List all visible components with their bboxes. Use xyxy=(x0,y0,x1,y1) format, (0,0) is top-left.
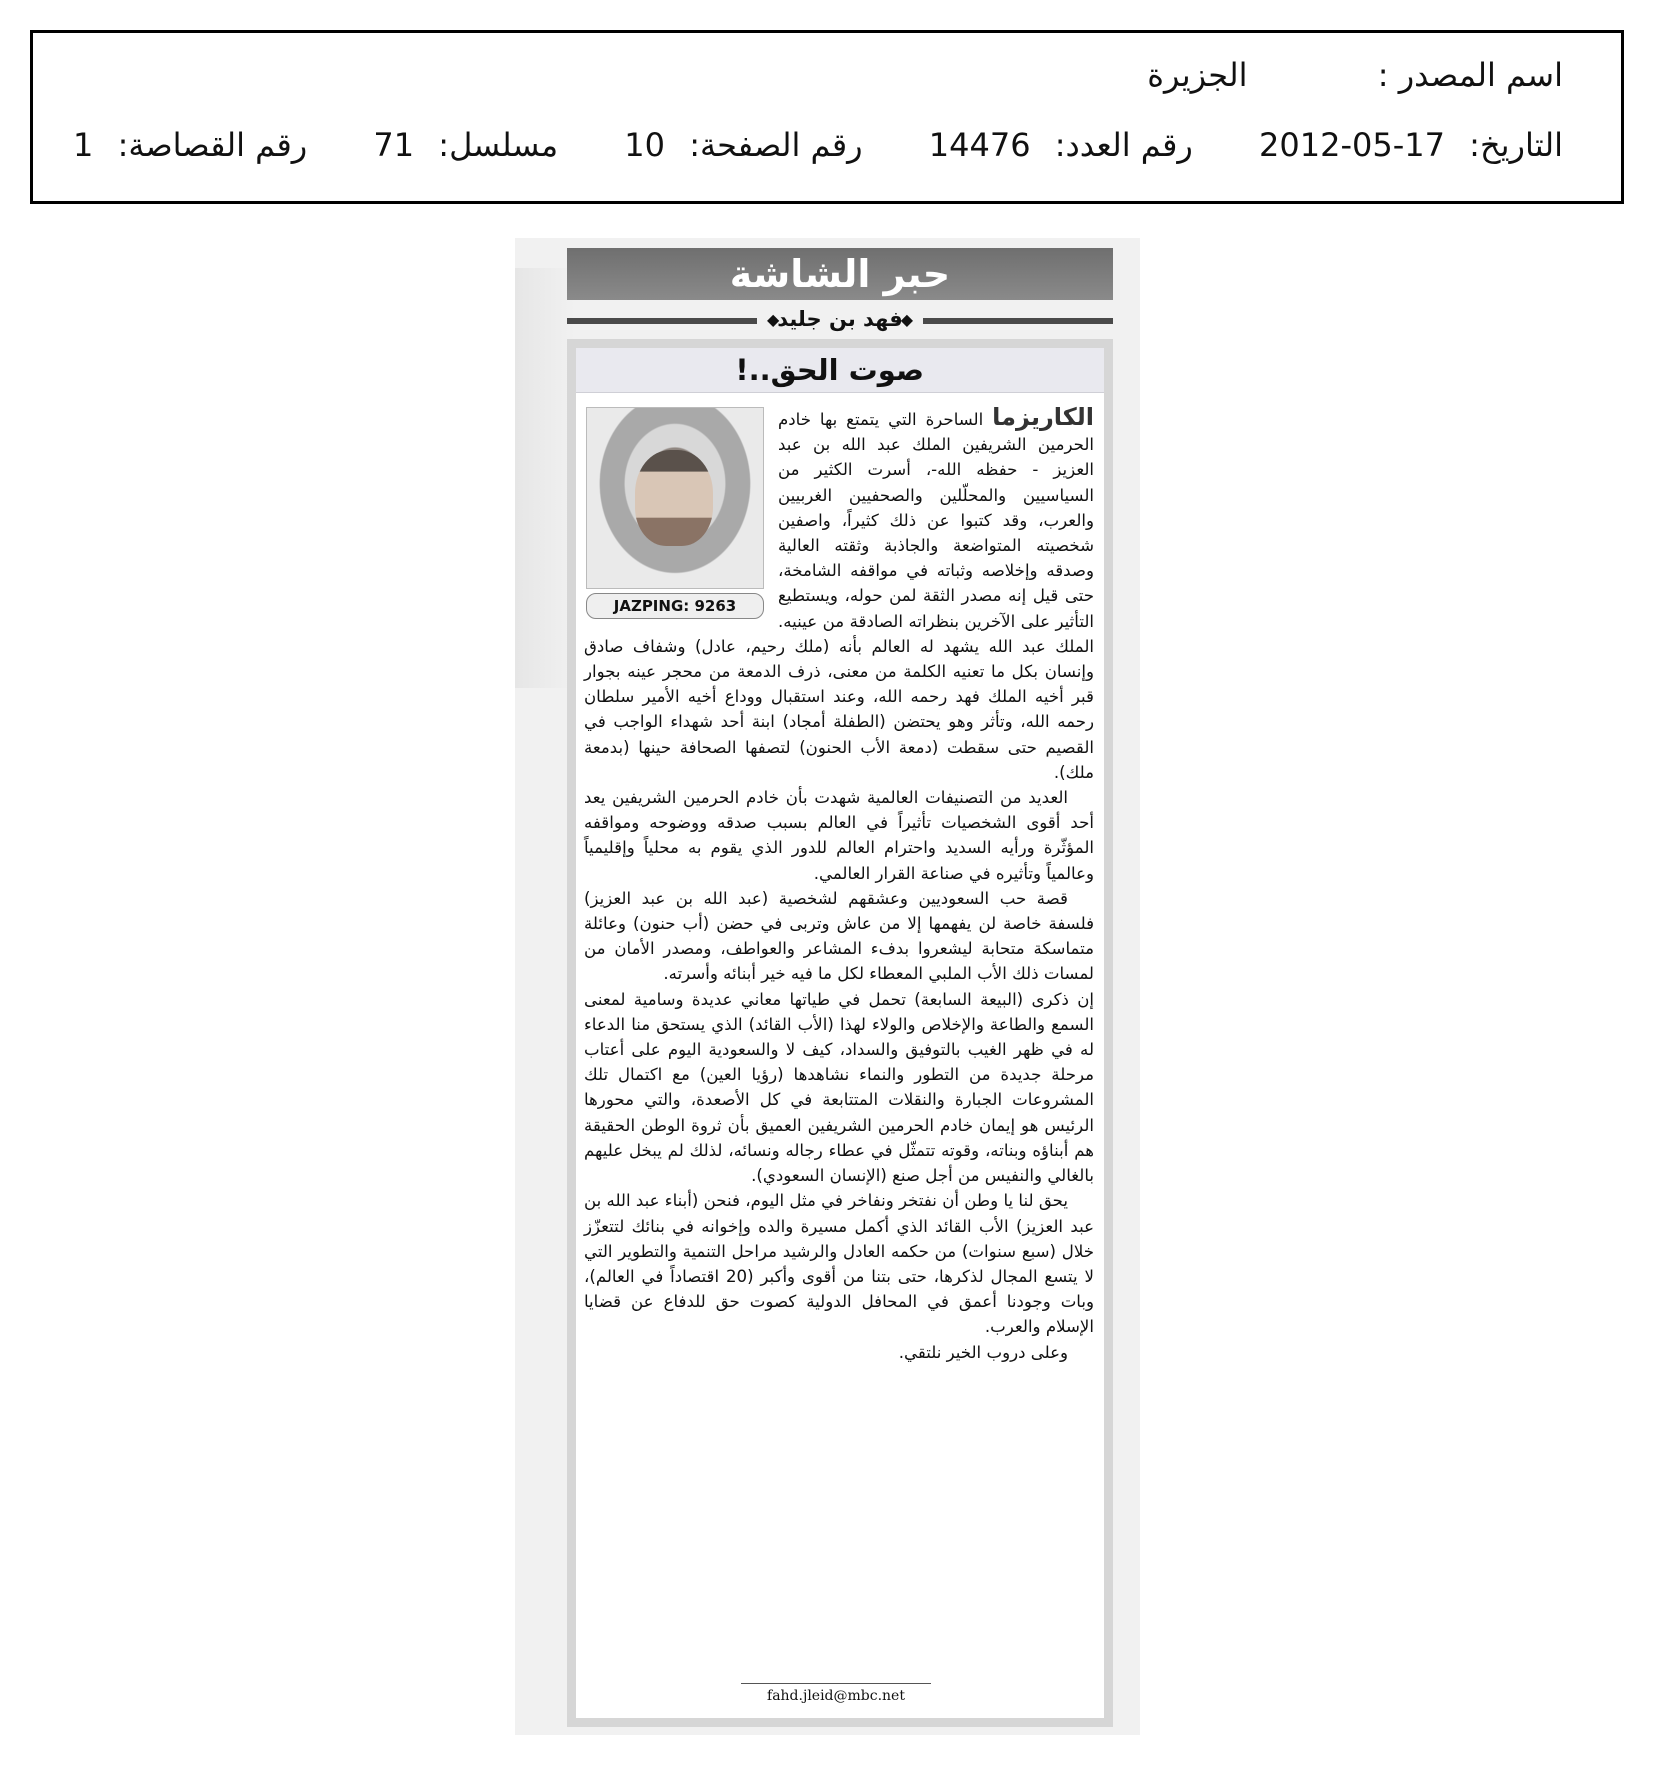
clipping-metadata-box xyxy=(30,30,1624,204)
page-value: 10 xyxy=(624,126,666,164)
divider-rule xyxy=(567,318,757,324)
author-photo xyxy=(586,407,764,589)
page-item xyxy=(624,125,862,165)
paragraph-5: يحق لنا يا وطن أن نفتخر ونفاخر في مثل اليوم، فنحن (أبناء عبد الله بن عبد العزيز) الأب القائد الذي أكمل مسيرة والده وإخوانه في بنائك لتتعزّز خلال (سبع سنوات) من حكمه العادل والرشيد مراحل التنمية والتطوير التي لا يتسع المجال لذكرها، حتى بتنا من أقوى وأكبر (20 اقتصاداً في العالم)، وبات وجودنا أعمق في المحافل الدولية كصوت حق للدفاع عن قضايا الإسلام والعرب. xyxy=(584,1191,1094,1337)
diamond-icon: ◆ xyxy=(900,310,913,329)
paragraph-4: إن ذكرى (البيعة السابعة) تحمل في طياتها معاني عديدة وسامية لمعنى السمع والطاعة والإخلاص والولاء لهذا (الأب القائد) الذي يستحق منا الدعاء له في ظهر الغيب بالتوفيق والسداد، كيف لا والسعودية اليوم على أعتاب مرحلة جديدة من التطور والنماء نشاهدها (رؤيا العين) مع اكتمال تلك المشروعات الجبارة والنقلات المتتابعة في كل الأصعدة، والتي محورها الرئيس هو إيمان خادم الحرمين الشريفين العميق بأن ثروة الوطن الحقيقة هم أبناؤه وبناته، وقوته تتمثّل في عطاء رجاله ونسائه، لذلك لم يبخل عليهم بالغالي والنفيس من أجل صنع (الإنسان السعودي). xyxy=(584,989,1094,1186)
paragraph-3: قصة حب السعوديين وعشقهم لشخصية (عبد الله بن عبد العزيز) فلسفة خاصة لن يفهمها إلا من عاش وتربى في حضن (أب حنون) وعائلة متماسكة متحابة ليشعروا بدفء المشاعر والعواطف، ومصدر الأمان من لمسات ذلك الأب الملبي المعطاء لكل ما فيه خير أبنائه وأسرته. xyxy=(584,888,1094,984)
paragraph-6: وعلى دروب الخير نلتقي. xyxy=(898,1342,1068,1362)
issue-label: رقم العدد: xyxy=(1054,126,1193,164)
serial-label: مسلسل: xyxy=(438,126,559,164)
lead-word: الكاريزما xyxy=(992,403,1094,431)
author-name: فهد بن جليد xyxy=(777,307,903,331)
serial-value: 71 xyxy=(373,126,415,164)
page-label: رقم الصفحة: xyxy=(689,126,863,164)
photo-caption: JAZPING: 9263 xyxy=(586,593,764,619)
newspaper-clipping xyxy=(515,238,1140,1735)
source-line xyxy=(1147,55,1563,95)
author-bar xyxy=(567,304,1113,334)
clip-number-value: 1 xyxy=(73,126,94,164)
date-value: 2012-05-17 xyxy=(1259,126,1445,164)
diamond-icon: ◆ xyxy=(767,310,780,329)
author-face-image xyxy=(635,450,713,546)
clip-number-label: رقم القصاصة: xyxy=(117,126,308,164)
source-label: اسم المصدر : xyxy=(1377,56,1563,94)
date-label: التاريخ: xyxy=(1469,126,1563,164)
article-box xyxy=(567,339,1113,1727)
source-value: الجزيرة xyxy=(1147,56,1248,94)
paragraph-2: العديد من التصنيفات العالمية شهدت بأن خادم الحرمين الشريفين يعد أحد أقوى الشخصيات تأثيراً في العالم بسبب صدقه ووضوحه ومواقفه المؤثّرة ورأيه السديد واحترام العالم للدور الذي يقوم به محلياً وإقليمياً وعالمياً وتأثيره في صناعة القرار العالمي. xyxy=(584,788,1094,883)
paragraph-1-text: الساحرة التي يتمتع بها خادم الحرمين الشريفين الملك عبد الله بن عبد العزيز - حفظه الله-، أسرت الكثير من السياسيين والمحلّلين والصحفيين الغربيين والعرب، وقد كتبوا عن ذلك كثيراً، واصفين شخصيته المتواضعة والجاذبة وثقته العالية وصدقه وإخلاصه وثباته في مواقفه الشامخة، حتى قيل إنه مصدر الثقة لمن حوله، ويستطيع التأثير على الآخرين بنظراته الصادقة من عينيه. الملك عبد الله يشهد له العالم بأنه (ملك رحيم، عادل) وشفاف صادق وإنسان بكل ما تعنيه الكلمة من معنى، ذرف الدمعة من محجر عينه بجوار قبر أخيه الملك فهد رحمه الله، وعند استقبال ووداع أخيه الأمير سلطان رحمه الله، وتأثر وهو يحتضن (الطفلة أمجاد) ابنة أحد شهداء الواجب في القصيم حتى سقطت (دمعة الأب الحنون) لتصفها الصحافة حينها (بدمعة ملك). xyxy=(584,410,1094,782)
issue-item xyxy=(929,125,1193,165)
article-title: صوت الحق..! xyxy=(576,348,1104,393)
details-line xyxy=(17,125,1563,165)
clip-number-item xyxy=(73,125,307,165)
serial-item xyxy=(373,125,558,165)
author-email: fahd.jleid@mbc.net xyxy=(741,1683,931,1708)
issue-value: 14476 xyxy=(928,126,1031,164)
divider-rule xyxy=(923,318,1113,324)
column-header: حبر الشاشة xyxy=(567,248,1113,300)
date-item xyxy=(1259,125,1563,165)
article-body xyxy=(576,393,1104,1365)
